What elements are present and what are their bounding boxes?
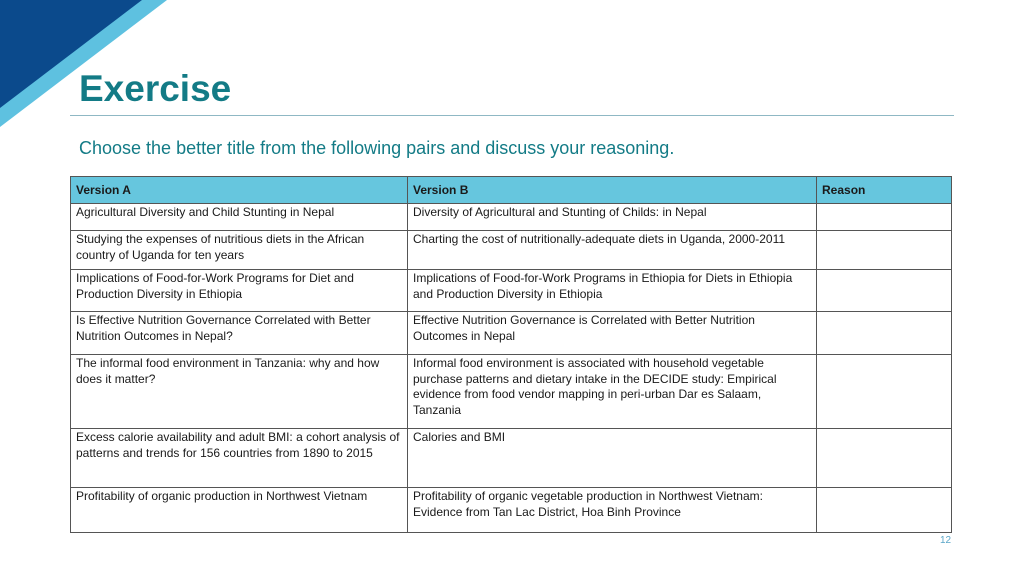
slide-subtitle: Choose the better title from the following pairs and discuss your reasoning.: [79, 138, 675, 158]
cell-reason[interactable]: [817, 270, 952, 312]
cell-reason[interactable]: [817, 231, 952, 270]
header-version-a: Version A: [71, 177, 408, 204]
cell-version-b: Profitability of organic vegetable production in Northwest Vietnam: Evidence from Tan Lac District, Hoa Binh Province: [408, 488, 817, 533]
cell-version-a: Is Effective Nutrition Governance Correlated with Better Nutrition Outcomes in Nepal?: [71, 312, 408, 355]
title-comparison-table: [70, 176, 952, 533]
table-row: [71, 270, 952, 312]
cell-version-b: Diversity of Agricultural and Stunting of Childs: in Nepal: [408, 204, 817, 231]
cell-version-b: Informal food environment is associated with household vegetable purchase patterns and dietary intake in the DECIDE study: Empirical evidence from food vendor mapping in peri-urban Dar es Salaam, Tanzania: [408, 355, 817, 429]
cell-version-a: Implications of Food-for-Work Programs for Diet and Production Diversity in Ethiopia: [71, 270, 408, 312]
table-row: [71, 204, 952, 231]
cell-reason[interactable]: [817, 488, 952, 533]
title-divider: [70, 115, 954, 116]
cell-version-a: The informal food environment in Tanzania: why and how does it matter?: [71, 355, 408, 429]
cell-reason[interactable]: [817, 355, 952, 429]
cell-version-a: Excess calorie availability and adult BMI: a cohort analysis of patterns and trends for 156 countries from 1890 to 2015: [71, 429, 408, 488]
header-version-b: Version B: [408, 177, 817, 204]
cell-version-b: Calories and BMI: [408, 429, 817, 488]
cell-reason[interactable]: [817, 204, 952, 231]
cell-version-b: Implications of Food-for-Work Programs in Ethiopia for Diets in Ethiopia and Production Diversity in Ethiopia: [408, 270, 817, 312]
table-header-row: [71, 177, 952, 204]
header-reason: Reason: [817, 177, 952, 204]
table-row: [71, 429, 952, 488]
table-row: [71, 488, 952, 533]
slide-title: Exercise: [79, 68, 232, 109]
cell-version-a: Agricultural Diversity and Child Stunting in Nepal: [71, 204, 408, 231]
table-row: [71, 312, 952, 355]
page-number: 12: [940, 535, 952, 546]
cell-version-b: Charting the cost of nutritionally-adequate diets in Uganda, 2000-2011: [408, 231, 817, 270]
cell-version-a: Profitability of organic production in Northwest Vietnam: [71, 488, 408, 533]
table-row: [71, 355, 952, 429]
cell-version-a: Studying the expenses of nutritious diets in the African country of Uganda for ten years: [71, 231, 408, 270]
cell-reason[interactable]: [817, 429, 952, 488]
cell-version-b: Effective Nutrition Governance is Correlated with Better Nutrition Outcomes in Nepal: [408, 312, 817, 355]
cell-reason[interactable]: [817, 312, 952, 355]
table-row: [71, 231, 952, 270]
